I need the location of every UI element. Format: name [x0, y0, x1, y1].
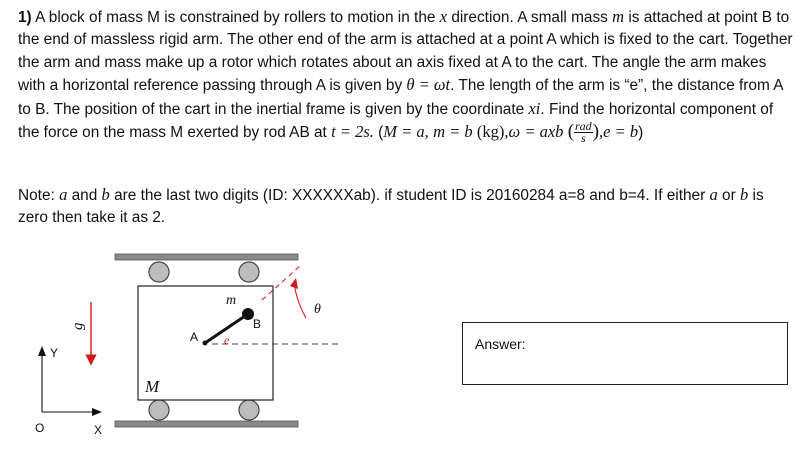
- pivot-A: [203, 341, 208, 346]
- frac-numerator: rad: [575, 119, 592, 134]
- label-e: e: [224, 333, 230, 347]
- problem-text-4: . The length of the arm is “e”, the distance from A to B. The position of the cart in the inertial frame is given by the coordinate: [18, 77, 783, 118]
- m-symbol: m: [612, 7, 625, 26]
- mechanism-diagram: [0, 240, 420, 470]
- label-B: B: [253, 317, 262, 331]
- label-X: X: [94, 423, 103, 437]
- answer-label: Answer:: [475, 336, 526, 352]
- label-theta: θ: [314, 302, 321, 317]
- roller-top-right: [239, 262, 259, 282]
- note-a-symbol: a: [59, 185, 68, 204]
- note-paragraph: [18, 184, 793, 230]
- label-Y: Y: [50, 346, 59, 360]
- frac-open-paren: (: [567, 121, 575, 143]
- M-equation: M = a,: [383, 122, 429, 142]
- bottom-rail: [115, 421, 298, 427]
- x-axis-arrow-icon: [92, 408, 102, 416]
- note-text-5: is zero then take it as 2.: [18, 187, 764, 227]
- label-A: A: [190, 330, 199, 344]
- frac-denominator: s: [581, 131, 586, 146]
- theta-equation: θ = ωt: [406, 75, 451, 95]
- note-text-3: are the last two digits (ID: XXXXXXab). if student ID is 20160284 a=8 and b=4. If either: [109, 187, 710, 204]
- omega-equation: ω = axb: [508, 122, 564, 142]
- note-text-2: and: [67, 187, 102, 204]
- condition-open: (: [373, 124, 384, 142]
- x-vector: xi: [528, 98, 541, 118]
- answer-box[interactable]: [462, 322, 788, 385]
- label-M: M: [145, 377, 160, 396]
- roller-bottom-left: [149, 400, 169, 420]
- roller-bottom-right: [239, 400, 259, 420]
- top-rail: [115, 254, 298, 260]
- x-symbol: x: [439, 7, 448, 26]
- note-b-symbol-2: b: [740, 185, 749, 204]
- note-text-4: or: [717, 187, 741, 204]
- problem-number: 1): [18, 9, 32, 26]
- time-equation: t = 2s.: [331, 122, 374, 142]
- frac-close-paren: ): [592, 121, 600, 143]
- note-a-symbol-2: a: [709, 185, 718, 204]
- problem-text-3: is attached at point B to the end of massless rigid arm. The other end of the arm is attached at a point A which is fixed to the cart. Together the arm and mass make up a rotor which rotates about an axis fixed at A to the cart. The angle the arm makes with a horizontal reference passing through A is given by: [18, 9, 793, 95]
- m-equation: m = b: [433, 122, 473, 142]
- label-g: g: [70, 322, 86, 330]
- problem-text-1: A block of mass M is constrained by rollers to motion in the: [31, 9, 440, 26]
- kg-unit: (kg),: [476, 122, 509, 142]
- note-b-symbol: b: [101, 185, 110, 204]
- rad-per-s-fraction: [574, 121, 593, 144]
- problem-text-2: direction. A small mass: [447, 9, 613, 26]
- e-equation: ,e = b: [599, 122, 639, 142]
- label-m: m: [226, 293, 237, 308]
- roller-top-left: [149, 262, 169, 282]
- theta-arrow-icon: [290, 278, 298, 289]
- problem-text-5: . Find the horizontal component of the force on the mass M exerted by rod AB at: [18, 100, 774, 142]
- note-text-1: Note:: [18, 187, 60, 204]
- y-axis-arrow-icon: [38, 346, 46, 356]
- label-O: O: [35, 421, 45, 435]
- condition-close: ): [638, 124, 644, 142]
- problem-statement: [18, 6, 793, 144]
